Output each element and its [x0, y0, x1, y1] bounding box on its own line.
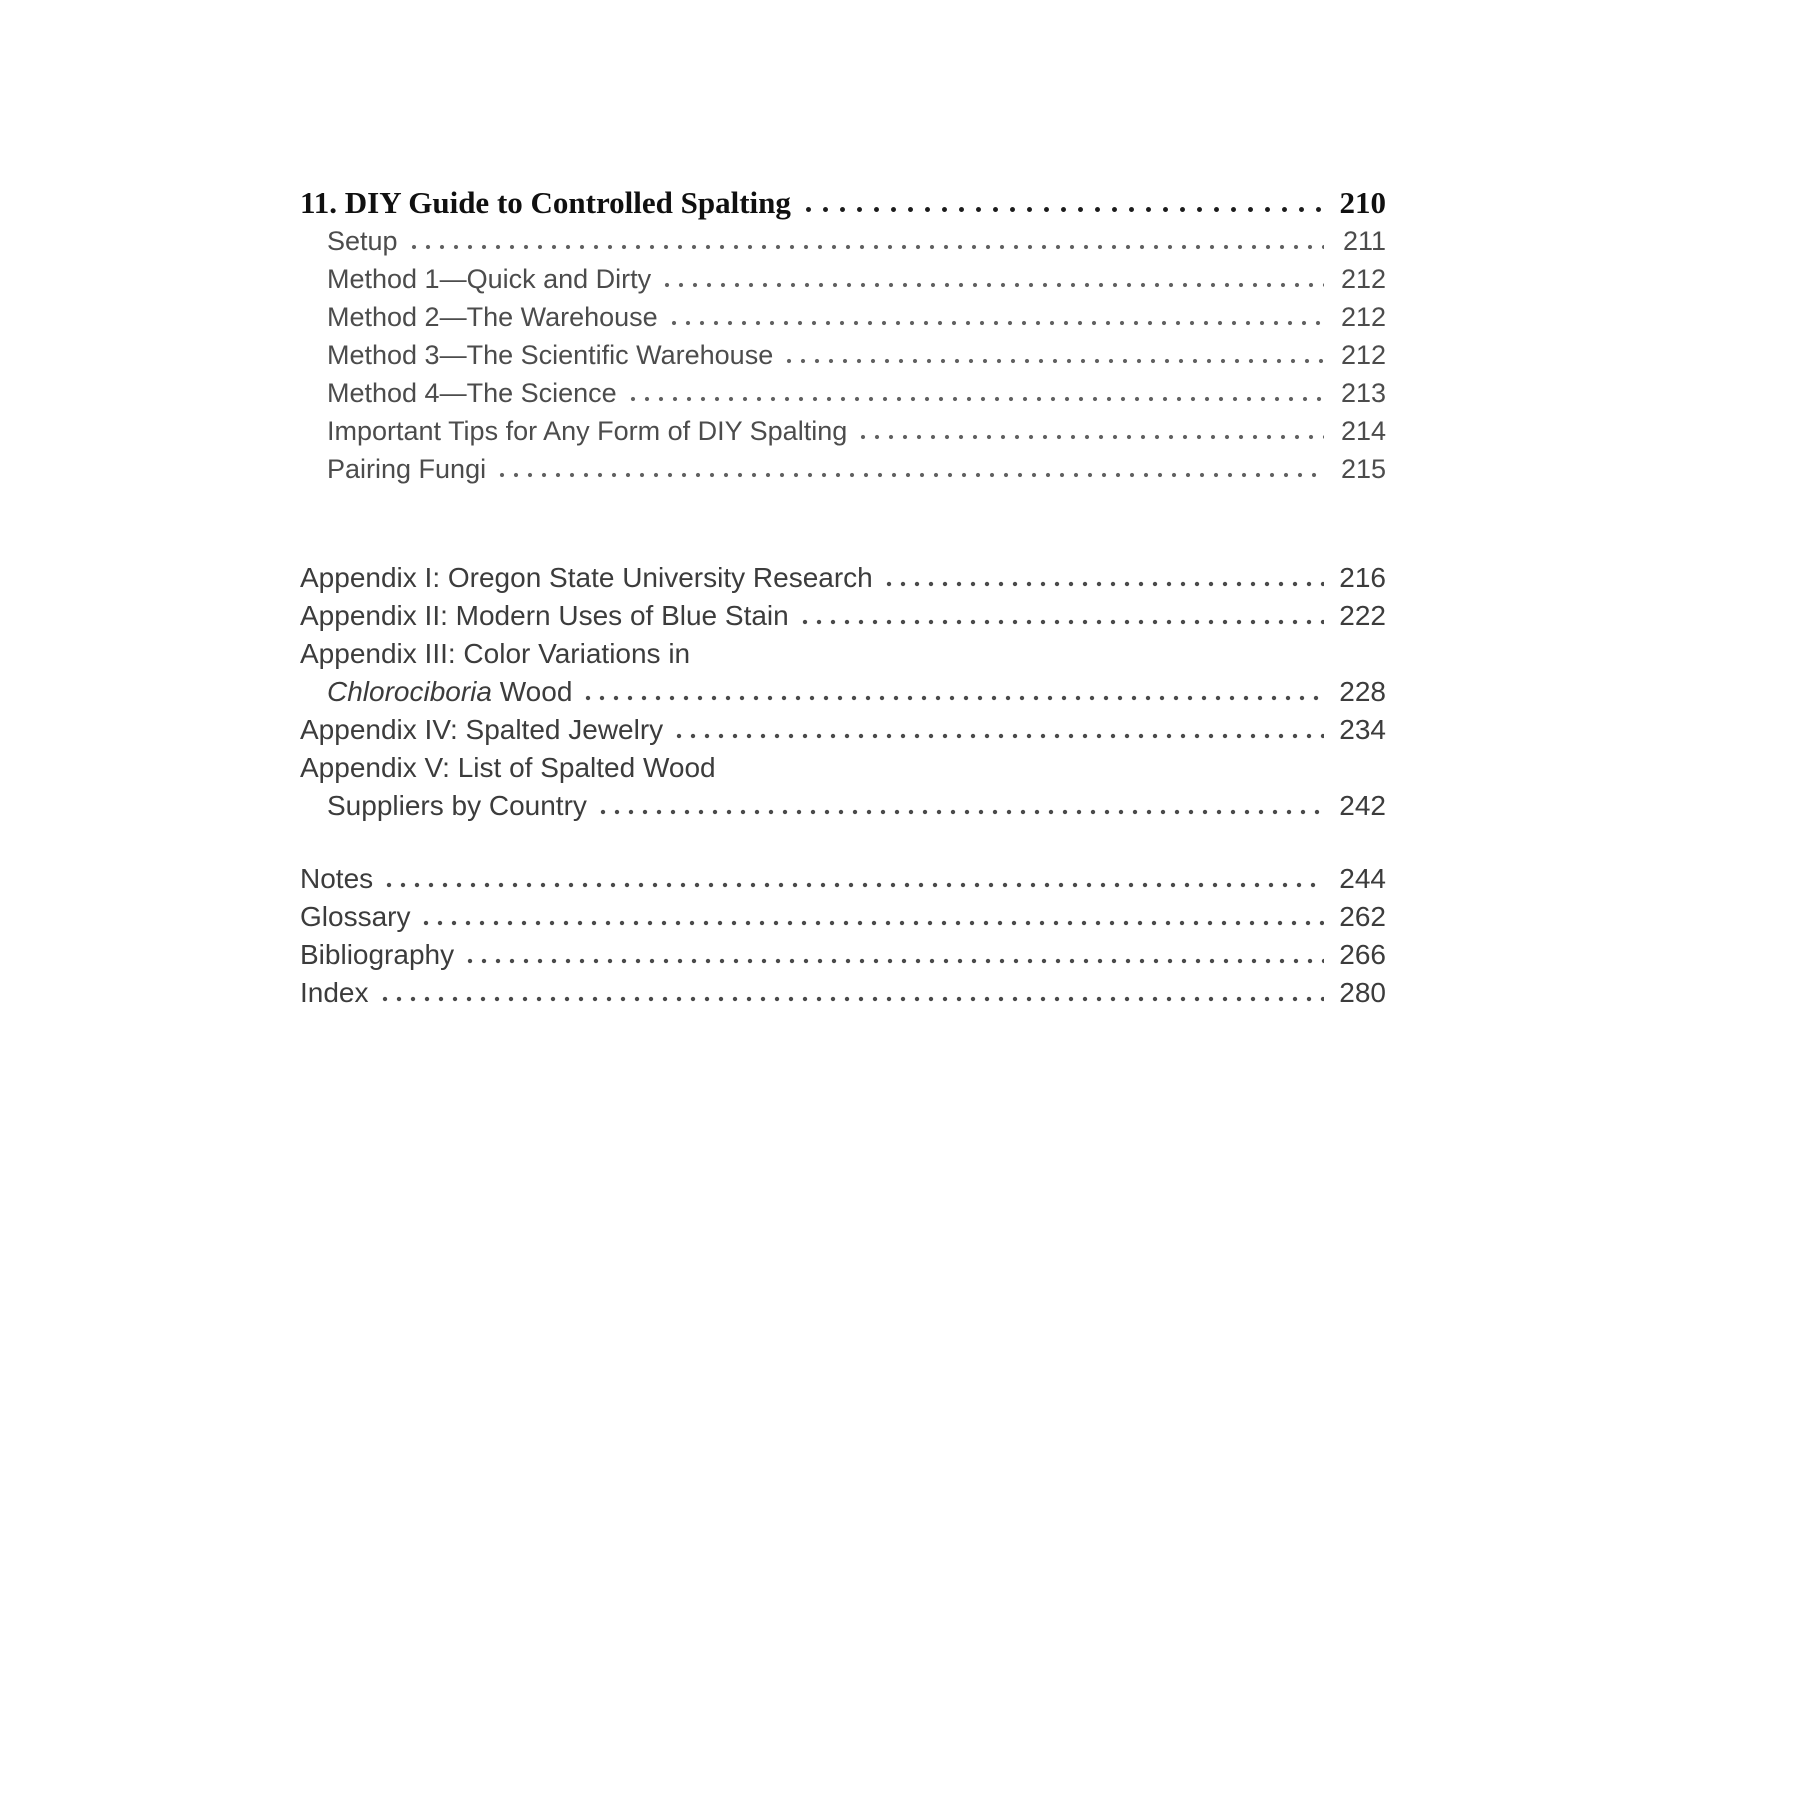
dot-leader — [626, 396, 1324, 402]
page-number: 234 — [1339, 714, 1386, 745]
entry-label: Setup — [327, 226, 398, 256]
dot-leader — [882, 581, 1324, 587]
toc-entry — [300, 336, 1386, 374]
toc-entry-glossary — [300, 898, 1386, 936]
chapter-heading: 11. DIY Guide to Controlled Spalting — [300, 185, 791, 220]
page-number: 214 — [1340, 416, 1386, 446]
dot-leader — [382, 882, 1324, 888]
toc-entry — [300, 374, 1386, 412]
entry-label: Important Tips for Any Form of DIY Spalting — [327, 416, 848, 446]
entry-label: Appendix II: Modern Uses of Blue Stain — [300, 600, 789, 631]
dot-leader — [495, 472, 1324, 478]
table-of-contents — [300, 184, 1386, 1012]
entry-label-italic: Chlorociboria — [327, 676, 492, 707]
toc-entry — [300, 260, 1386, 298]
page-number: 242 — [1339, 790, 1386, 821]
entry-label: Suppliers by Country — [327, 790, 587, 821]
toc-entry-notes — [300, 860, 1386, 898]
page-number: 215 — [1340, 454, 1386, 484]
chapter-heading-row — [300, 184, 1386, 222]
toc-entry-appendix-3-line1 — [300, 635, 1386, 673]
entry-label: Appendix V: List of Spalted Wood — [300, 752, 716, 783]
entry-label: Method 3—The Scientific Warehouse — [327, 340, 774, 370]
toc-entry-appendix-2 — [300, 597, 1386, 635]
entry-label: Bibliography — [300, 939, 455, 970]
dot-leader — [463, 958, 1324, 964]
entry-label: Method 1—Quick and Dirty — [327, 264, 652, 294]
entry-label: Appendix III: Color Variations in — [300, 638, 691, 669]
entry-label: Method 4—The Science — [327, 378, 617, 408]
entry-label: Glossary — [300, 901, 411, 932]
toc-entry — [300, 222, 1386, 260]
dot-leader — [581, 695, 1324, 701]
toc-entry — [300, 412, 1386, 450]
dot-leader — [660, 282, 1324, 288]
toc-entry-appendix-5-line2 — [300, 787, 1386, 825]
entry-label — [327, 673, 572, 711]
toc-entry-appendix-4 — [300, 711, 1386, 749]
dot-leader — [800, 206, 1324, 213]
toc-entry-bibliography — [300, 936, 1386, 974]
dot-leader — [672, 733, 1324, 739]
page-number: 262 — [1339, 901, 1386, 932]
page-number: 228 — [1339, 676, 1386, 707]
page-number: 280 — [1339, 977, 1386, 1008]
toc-entry-appendix-5-line1 — [300, 749, 1386, 787]
page-number: 212 — [1340, 302, 1386, 332]
dot-leader — [596, 809, 1324, 815]
dot-leader — [419, 920, 1324, 926]
entry-label-rest: Wood — [491, 676, 573, 707]
page-number: 211 — [1342, 226, 1386, 256]
page-number: 266 — [1339, 939, 1386, 970]
entry-label: Appendix IV: Spalted Jewelry — [300, 714, 664, 745]
page-number: 244 — [1339, 863, 1386, 894]
dot-leader — [667, 320, 1324, 326]
dot-leader — [798, 619, 1324, 625]
toc-entry-appendix-3-line2 — [300, 673, 1386, 711]
toc-entry-index — [300, 974, 1386, 1012]
entry-label: Notes — [300, 863, 374, 894]
page-number: 212 — [1340, 264, 1386, 294]
page-number: 213 — [1340, 378, 1386, 408]
dot-leader — [782, 358, 1324, 364]
page-number: 222 — [1339, 600, 1386, 631]
dot-leader — [407, 244, 1324, 250]
page-number: 210 — [1339, 185, 1386, 220]
toc-entry — [300, 298, 1386, 336]
dot-leader — [378, 996, 1325, 1002]
dot-leader — [856, 434, 1324, 440]
entry-label: Index — [300, 977, 369, 1008]
entry-label: Pairing Fungi — [327, 454, 487, 484]
page-number: 216 — [1339, 562, 1386, 593]
toc-entry-appendix-1 — [300, 559, 1386, 597]
toc-entry — [300, 450, 1386, 488]
entry-label: Method 2—The Warehouse — [327, 302, 658, 332]
entry-label: Appendix I: Oregon State University Research — [300, 562, 873, 593]
page-number: 212 — [1340, 340, 1386, 370]
